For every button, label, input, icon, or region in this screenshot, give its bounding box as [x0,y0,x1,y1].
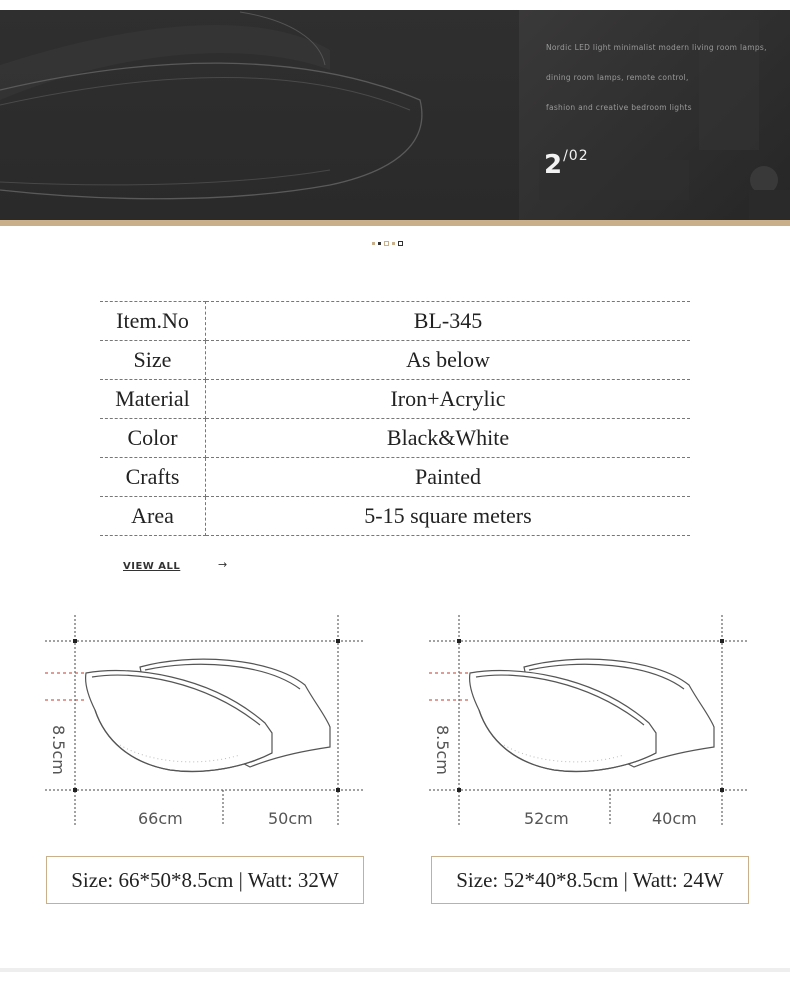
lamp-dimension-drawing [424,615,754,830]
hero-tagline-1: Nordic LED light minimalist modern living room lamps, [546,43,767,52]
spec-key: Crafts [100,458,206,497]
spec-value: Black&White [206,419,691,458]
spec-row [100,497,690,536]
arrow-right-icon[interactable]: → [218,558,228,571]
lamp-outline-graphic [0,10,519,220]
dimension-diagram-small [424,615,754,830]
width-b-label: 50cm [268,809,313,828]
spec-row [100,341,690,380]
slide-counter [544,150,589,180]
hero-tagline-3: fashion and creative bedroom lights [546,103,692,112]
slider-dot-5[interactable] [398,241,403,246]
lamp-dimension-drawing [40,615,370,830]
slider-dot-3[interactable] [384,241,389,246]
spec-row [100,458,690,497]
dimension-diagram-large [40,615,370,830]
spec-value: BL-345 [206,302,691,341]
spec-value: 5-15 square meters [206,497,691,536]
footer-divider [0,968,790,972]
spec-key: Area [100,497,206,536]
height-label: 8.5cm [433,725,452,775]
spec-key: Size [100,341,206,380]
spec-key: Color [100,419,206,458]
spec-value: Iron+Acrylic [206,380,691,419]
width-a-label: 66cm [138,809,183,828]
spec-row [100,380,690,419]
slider-dot-1[interactable] [372,242,375,245]
spec-value: Painted [206,458,691,497]
hero-room-photo [519,10,790,220]
spec-row [100,419,690,458]
slide-total: /02 [563,148,589,164]
slider-dot-4[interactable] [392,242,395,245]
height-label: 8.5cm [49,725,68,775]
slider-pagination [372,240,403,246]
room-background-graphic [519,10,790,220]
slider-dot-2[interactable] [378,242,381,245]
spec-table [100,301,690,536]
spec-key: Material [100,380,206,419]
spec-row [100,302,690,341]
hero-accent-strip [0,220,790,226]
size-caption-large: Size: 66*50*8.5cm | Watt: 32W [46,856,364,904]
width-a-label: 52cm [524,809,569,828]
size-caption-small: Size: 52*40*8.5cm | Watt: 24W [431,856,749,904]
hero-tagline-2: dining room lamps, remote control, [546,73,689,82]
hero-banner [0,10,790,220]
view-all-link[interactable]: VIEW ALL [123,561,181,572]
slide-number: 2 [544,150,564,180]
spec-key: Item.No [100,302,206,341]
spec-value: As below [206,341,691,380]
hero-lamp-photo [0,10,519,220]
width-b-label: 40cm [652,809,697,828]
